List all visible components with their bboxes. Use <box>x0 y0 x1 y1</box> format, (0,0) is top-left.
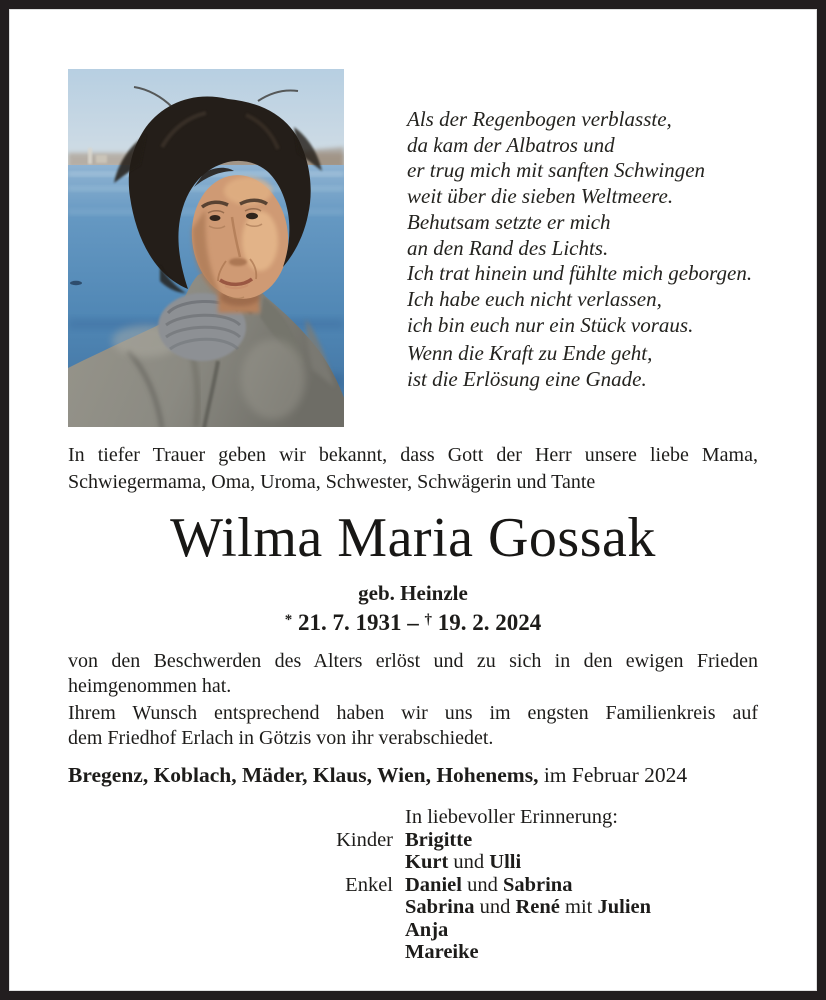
family-label <box>68 941 393 964</box>
remembrance-title-row <box>68 806 758 829</box>
family-member-name: Sabrina <box>502 873 573 896</box>
family-members <box>405 851 758 874</box>
family-row <box>68 919 758 942</box>
poem-stanza-1 <box>407 107 752 338</box>
poem-line: Ich habe euch nicht verlassen, <box>407 286 662 311</box>
body-line: von den Beschwerden des Alters erlöst und zu sich in den ewigen Frieden <box>68 650 758 672</box>
maiden-name: geb. Heinzle <box>358 581 468 605</box>
portrait-photo-graphic <box>68 69 344 427</box>
poem-line: Behutsam setzte er mich <box>407 209 611 234</box>
dates-separator: – <box>407 610 419 635</box>
portrait-photo <box>68 69 344 427</box>
poem-line: Als der Regenbogen verblasste, <box>407 107 672 131</box>
body-paragraph-1 <box>68 649 758 699</box>
family-row <box>68 874 758 897</box>
places-line <box>68 763 758 788</box>
family-label <box>68 919 393 942</box>
poem-line: ist die Erlösung eine Gnade. <box>407 366 647 391</box>
connector-text: und <box>448 851 490 873</box>
poem-stanza-2 <box>407 341 652 392</box>
poem-line: ich bin euch nur ein Stück voraus. <box>407 312 694 337</box>
notice-date: im Februar 2024 <box>538 763 688 787</box>
poem-line: Ich trat hinein und fühlte mich geborgen. <box>407 261 753 286</box>
family-member-name: Sabrina <box>405 896 475 918</box>
connector-text: und <box>474 896 516 918</box>
poem-line: an den Rand des Lichts. <box>407 235 609 260</box>
family-row <box>68 851 758 874</box>
family-row <box>68 829 758 852</box>
body-line: dem Friedhof Erlach in Götzis von ihr verabschiedet. <box>68 727 494 749</box>
family-label <box>68 896 393 919</box>
family-member-name: Daniel <box>405 873 462 896</box>
family-member-name: Julien <box>597 896 652 918</box>
family-label: Enkel <box>345 873 393 896</box>
deceased-name: Wilma Maria Gossak <box>170 507 656 569</box>
death-symbol: † <box>424 612 432 628</box>
death-date: 19. 2. 2024 <box>437 610 542 635</box>
family-member-name: Ulli <box>489 851 522 873</box>
birth-date: 21. 7. 1931 <box>298 610 402 635</box>
family-row <box>68 896 758 919</box>
family-member-name: Brigitte <box>405 828 473 851</box>
life-dates <box>0 606 826 637</box>
connector-text: und <box>461 873 503 896</box>
family-members <box>405 829 758 852</box>
remembrance-list <box>68 806 758 964</box>
family-label <box>68 806 393 829</box>
poem-line: Wenn die Kraft zu Ende geht, <box>407 341 653 365</box>
poem-line: da kam der Albatros und <box>407 132 615 157</box>
connector-text: mit <box>559 896 598 918</box>
family-members <box>405 874 758 897</box>
poem-line: er trug mich mit sanften Schwingen <box>407 158 706 183</box>
family-member-name: Anja <box>405 918 449 941</box>
family-members <box>405 896 758 919</box>
places-list: Bregenz, Koblach, Mäder, Klaus, Wien, Hohenems, <box>68 763 539 787</box>
remembrance-title: In liebevoller Erinnerung: <box>405 806 618 828</box>
family-members <box>405 919 758 942</box>
birth-symbol: * <box>284 612 293 628</box>
family-member-name: Kurt <box>405 851 449 873</box>
announcement-line: In tiefer Trauer geben wir bekannt, dass Gott der Herr unsere liebe Mama, <box>68 444 758 466</box>
family-label <box>68 851 393 874</box>
family-label: Kinder <box>336 828 393 851</box>
family-row <box>68 941 758 964</box>
body-line: Ihrem Wunsch entsprechend haben wir uns im engsten Familienkreis auf <box>68 702 758 724</box>
body-paragraph-2 <box>68 701 758 751</box>
body-line: heimgenommen hat. <box>68 675 232 697</box>
family-member-name: Mareike <box>405 941 479 963</box>
announcement-line: Schwiegermama, Oma, Uroma, Schwester, Schwägerin und Tante <box>68 471 596 493</box>
family-members <box>405 941 758 964</box>
announcement-text <box>68 442 758 496</box>
family-member-name: René <box>515 896 560 918</box>
poem-line: weit über die sieben Weltmeere. <box>407 184 674 209</box>
